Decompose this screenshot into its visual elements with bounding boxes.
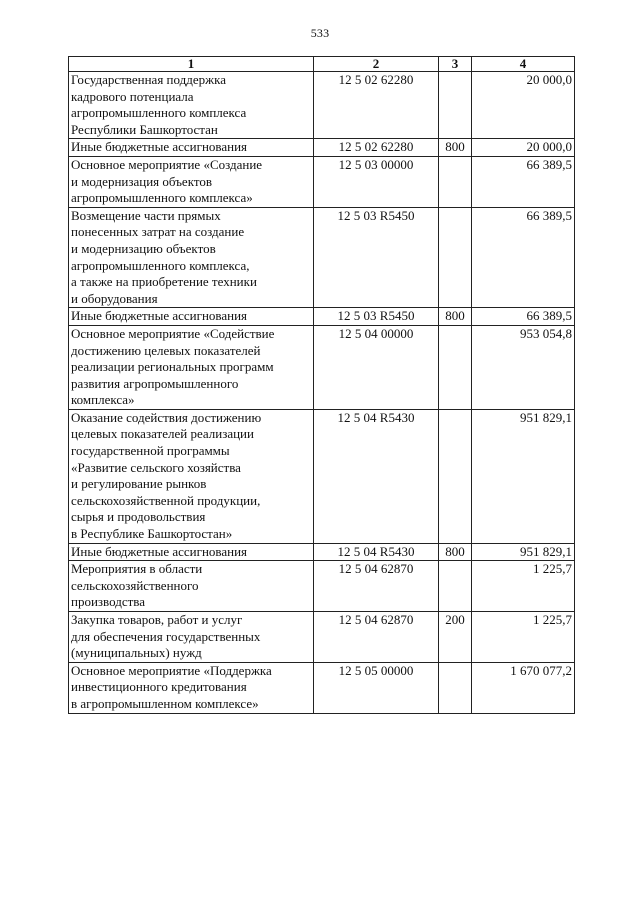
table-row: [69, 156, 575, 207]
row-code: 12 5 04 00000: [314, 325, 439, 409]
row-code: 12 5 05 00000: [314, 662, 439, 713]
row-code: 12 5 04 R5430: [314, 409, 439, 543]
row-amount: 951 829,1: [472, 409, 575, 543]
row-name: Возмещение части прямых понесенных затрат на создание и модернизацию объектов агропромышленного комплекса, а также на приобретение техники и оборудования: [69, 207, 314, 308]
row-name: Основное мероприятие «Поддержка инвестиционного кредитования в агропромышленном комплексе»: [69, 662, 314, 713]
row-amount: 66 389,5: [472, 156, 575, 207]
table-header-row: [69, 57, 575, 72]
table-row: [69, 308, 575, 326]
row-expense-type: [439, 662, 472, 713]
column-header-2: 2: [314, 57, 439, 72]
row-expense-type: 800: [439, 139, 472, 157]
row-amount: 66 389,5: [472, 207, 575, 308]
page-number: 533: [310, 26, 330, 40]
column-header-3: 3: [439, 57, 472, 72]
table-row: [69, 409, 575, 543]
row-name: Государственная поддержка кадрового потенциала агропромышленного комплекса Республики Башкортостан: [69, 72, 314, 139]
row-code: 12 5 02 62280: [314, 72, 439, 139]
row-name: Основное мероприятие «Создание и модернизация объектов агропромышленного комплекса»: [69, 156, 314, 207]
table-row: [69, 543, 575, 561]
table-row: [69, 207, 575, 308]
row-code: 12 5 04 62870: [314, 561, 439, 612]
row-expense-type: 800: [439, 308, 472, 326]
row-code: 12 5 03 00000: [314, 156, 439, 207]
row-expense-type: [439, 409, 472, 543]
row-expense-type: 200: [439, 612, 472, 663]
row-expense-type: 800: [439, 543, 472, 561]
row-name: Основное мероприятие «Содействие достижению целевых показателей реализации региональных программ развития агропромышленного комплекса»: [69, 325, 314, 409]
row-code: 12 5 04 62870: [314, 612, 439, 663]
budget-table: [68, 56, 575, 714]
table-row: [69, 612, 575, 663]
row-name: Иные бюджетные ассигнования: [69, 139, 314, 157]
row-expense-type: [439, 156, 472, 207]
table-row: [69, 325, 575, 409]
column-header-4: 4: [472, 57, 575, 72]
row-amount: 1 225,7: [472, 612, 575, 663]
row-expense-type: [439, 72, 472, 139]
row-name: Иные бюджетные ассигнования: [69, 308, 314, 326]
row-amount: 20 000,0: [472, 139, 575, 157]
row-amount: 953 054,8: [472, 325, 575, 409]
row-name: Закупка товаров, работ и услуг для обеспечения государственных (муниципальных) нужд: [69, 612, 314, 663]
row-code: 12 5 04 R5430: [314, 543, 439, 561]
row-name: Оказание содействия достижению целевых показателей реализации государственной программы «Развитие сельского хозяйства и регулирование рынков сельскохозяйственной продукции, сырья и продовольствия в Республике Башкортостан»: [69, 409, 314, 543]
row-name: Мероприятия в области сельскохозяйственного производства: [69, 561, 314, 612]
column-header-1: 1: [69, 57, 314, 72]
row-code: 12 5 03 R5450: [314, 207, 439, 308]
row-expense-type: [439, 207, 472, 308]
row-code: 12 5 03 R5450: [314, 308, 439, 326]
row-expense-type: [439, 325, 472, 409]
table-row: [69, 662, 575, 713]
table-row: [69, 72, 575, 139]
row-name: Иные бюджетные ассигнования: [69, 543, 314, 561]
table-row: [69, 139, 575, 157]
table-row: [69, 561, 575, 612]
row-code: 12 5 02 62280: [314, 139, 439, 157]
row-amount: 1 225,7: [472, 561, 575, 612]
row-expense-type: [439, 561, 472, 612]
row-amount: 66 389,5: [472, 308, 575, 326]
row-amount: 951 829,1: [472, 543, 575, 561]
row-amount: 1 670 077,2: [472, 662, 575, 713]
row-amount: 20 000,0: [472, 72, 575, 139]
